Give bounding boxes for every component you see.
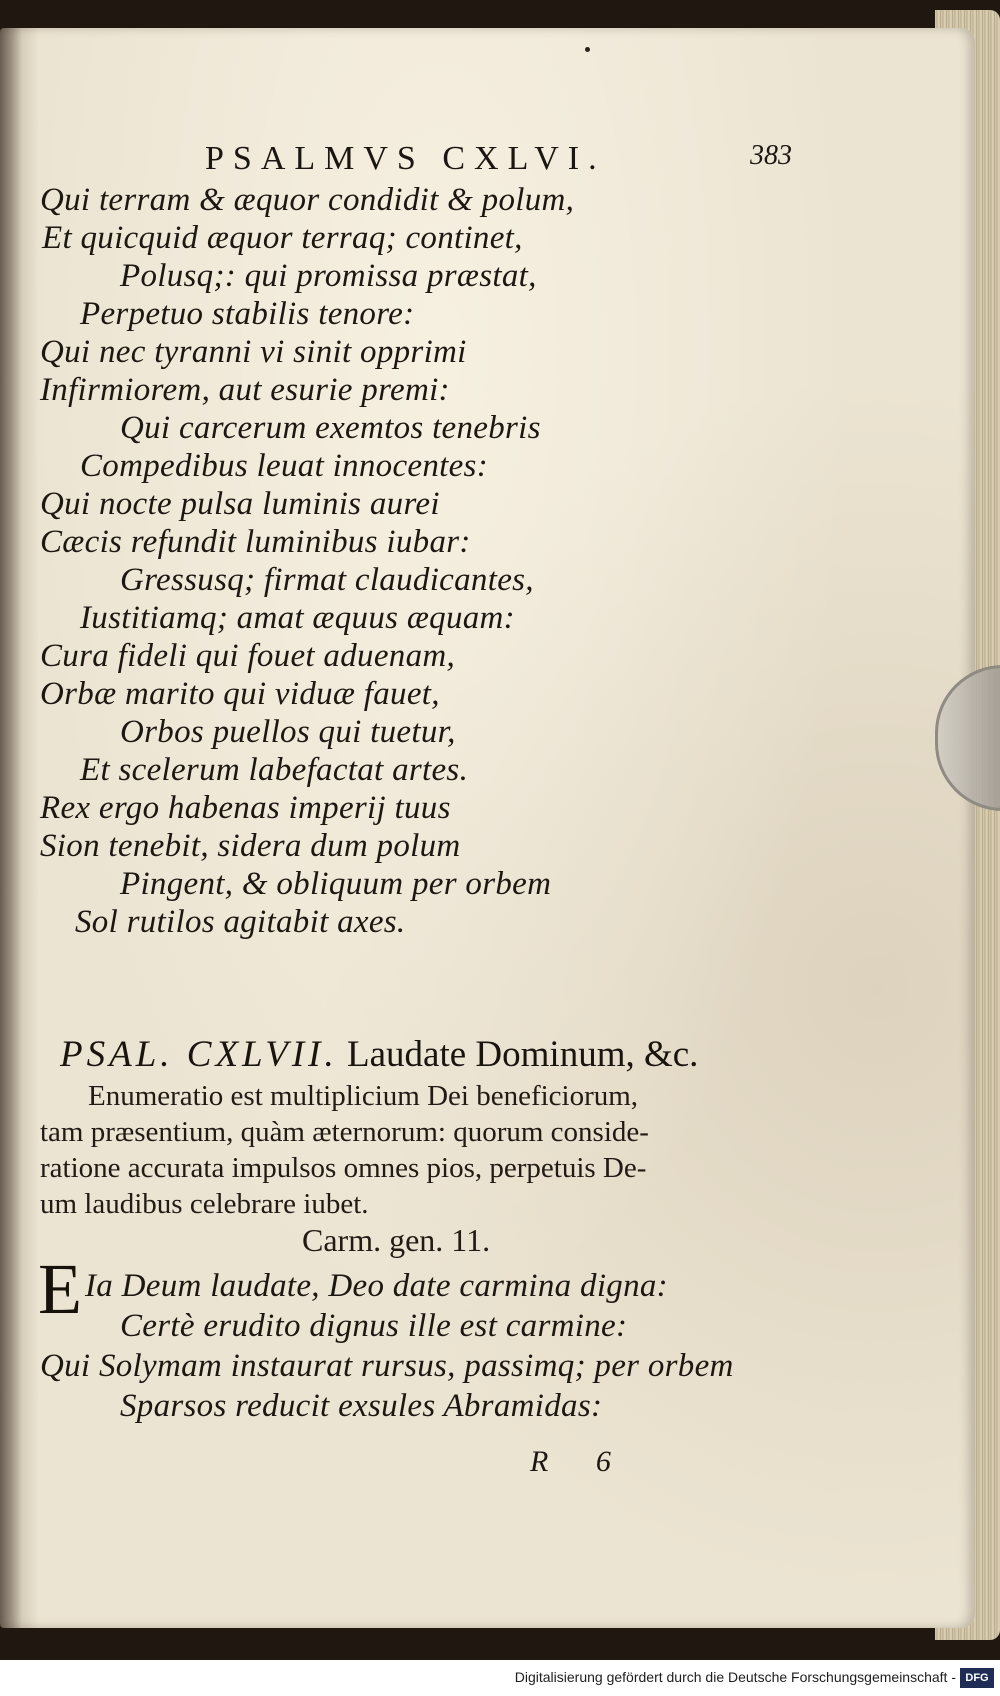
argument-line: um laudibus celebrare iubet.	[40, 1188, 369, 1220]
poem-line: Polusq;: qui promissa præstat,	[120, 258, 537, 294]
poem-line: Infirmiorem, aut esurie premi:	[40, 372, 450, 408]
poem-line: Cæcis refundit luminibus iubar:	[40, 524, 471, 560]
poem-line: Gressusq; firmat claudicantes,	[120, 562, 534, 598]
poem-line: Et scelerum labefactat artes.	[80, 752, 469, 788]
poem-line: Rex ergo habenas imperij tuus	[40, 790, 451, 826]
poem-line: Orbos puellos qui tuetur,	[120, 714, 456, 750]
poem-line: Sol rutilos agitabit axes.	[75, 904, 406, 940]
ink-speck	[585, 47, 590, 52]
footer-bar	[0, 1660, 1000, 1696]
poem-line: Cura fideli qui fouet aduenam,	[40, 638, 456, 674]
poem-line-first: Ia Deum laudate, Deo date carmina digna:	[85, 1268, 668, 1304]
poem-line: Qui nec tyranni vi sinit opprimi	[40, 334, 467, 370]
poem-line: Qui carcerum exemtos tenebris	[120, 410, 541, 446]
poem-line: Qui terram & æquor condidit & polum,	[40, 182, 575, 218]
argument-line: Enumeratio est multiplicium Dei beneficiorum,	[88, 1080, 639, 1112]
argument-line: tam præsentium, quàm æternorum: quorum conside-	[40, 1116, 649, 1148]
psalm-147-heading	[60, 1033, 698, 1076]
page-number: 383	[750, 140, 792, 171]
poem-line: Iustitiamq; amat æquus æquam:	[80, 600, 515, 636]
poem-line: Et quicquid æquor terraq; continet,	[42, 220, 523, 256]
psalm-incipit: Laudate Dominum, &c.	[347, 1034, 699, 1075]
poem-line: Certè erudito dignus ille est carmine:	[120, 1308, 628, 1344]
poem-line: Sparsos reducit exsules Abramidas:	[120, 1388, 603, 1424]
dfg-logo-icon: DFG	[960, 1668, 994, 1688]
meter-note: Carm. gen. 11.	[302, 1222, 491, 1258]
gutter-shadow	[0, 28, 22, 1628]
psalm-label: PSAL. CXLVII.	[60, 1034, 338, 1075]
funding-credit: Digitalisierung gefördert durch die Deutsche Forschungsgemeinschaft -	[514, 1669, 956, 1685]
signature-mark: R 6	[530, 1445, 631, 1478]
argument-line: ratione accurata impulsos omnes pios, perpetuis De-	[40, 1152, 647, 1184]
poem-line: Compedibus leuat innocentes:	[80, 448, 488, 484]
drop-cap: E	[38, 1249, 82, 1329]
poem-line: Sion tenebit, sidera dum polum	[40, 828, 461, 864]
poem-line: Pingent, & obliquum per orbem	[120, 866, 552, 902]
running-head-title: PSALMVS CXLVI.	[205, 140, 606, 177]
poem-line: Orbæ marito qui viduæ fauet,	[40, 676, 440, 712]
poem-line: Qui nocte pulsa luminis aurei	[40, 486, 440, 522]
poem-line: Perpetuo stabilis tenore:	[80, 296, 415, 332]
poem-line: Qui Solymam instaurat rursus, passimq; per orbem	[40, 1348, 734, 1384]
